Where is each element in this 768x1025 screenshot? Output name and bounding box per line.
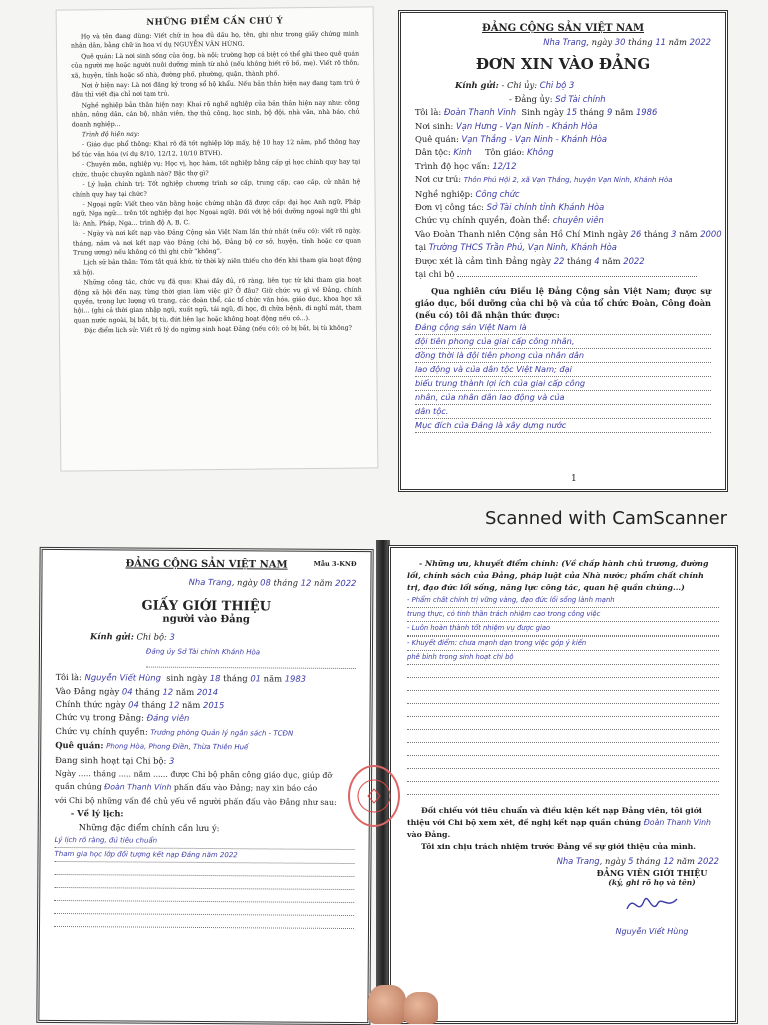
page-number: 1	[571, 474, 577, 484]
blank-line	[407, 678, 719, 691]
blank-line	[146, 659, 356, 669]
addressee-line-2: Đảng ủy Sở Tài chính Khánh Hòa	[145, 647, 261, 657]
history-heading: - Về lý lịch:	[70, 808, 124, 819]
responsibility-text: Tôi xin chịu trách nhiệm trước Đảng về sự giới thiệu của mình.	[421, 842, 696, 851]
instruction-paragraph: Lịch sử bản thân: Tóm tắt quá khứ, từ thời kỳ niên thiếu cho đến khi tham gia hoạt động xã hội.	[73, 256, 362, 277]
field-enlightenment: Được xét là cảm tình Đảng ngày 22 tháng 4 năm 2022	[415, 255, 645, 266]
report-text: với Chi bộ những vấn đề chủ yếu về người phấn đấu vào Đảng như sau:	[54, 795, 337, 807]
field-gov-role: Chức vụ chính quyền: Trưởng phòng Quản lý ngân sách - TCĐN	[55, 725, 294, 738]
instruction-paragraph: - Ngoại ngữ: Viết theo văn bằng hoặc chứng nhận đã được cấp: đại học Anh ngữ, Pháp ngữ, Nga ngữ... trên tốt nghiệp đại học Ngoại ngữ). Đối với hệ bồi dưỡng ngoại ngữ thì ghi là: Anh, Pháp, Nga... trình độ A, B, C.	[72, 198, 361, 228]
blank-line	[407, 782, 719, 795]
handwritten-line: - Khuyết điểm: chưa mạnh dạn trong việc góp ý kiến	[407, 637, 719, 651]
instruction-paragraph: Trình độ hiện nay:	[81, 130, 140, 139]
application-form-page	[398, 10, 728, 492]
field-hometown: Quê quán: Phong Hòa, Phong Điền, Thừa Thiên Huế	[55, 740, 249, 752]
blank-line	[407, 756, 719, 769]
notes-label: Những đặc điểm chính cần lưu ý:	[78, 821, 220, 833]
instructions-body	[71, 30, 362, 337]
field-workplace: Đơn vị công tác: Sở Tài chính tỉnh Khánh Hòa	[415, 202, 605, 213]
letter-subtitle: người vào Đảng	[162, 614, 250, 626]
instruction-paragraph: - Lý luận chính trị: Tốt nghiệp chương trình sơ cấp, trung cấp, cao cấp, cử nhân hệ chính quy hay tại chức?	[72, 178, 361, 199]
blank-line	[407, 769, 719, 782]
assignment-text: Ngày ..... tháng ..... năm ...... được Chi bộ phân công giáo dục, giúp đỡ	[55, 769, 333, 780]
letter-title: GIẤY GIỚI THIỆU	[141, 598, 272, 615]
note-line: Lý lịch rõ ràng, đủ tiêu chuẩn	[55, 834, 355, 850]
merits-intro: - Những ưu, khuyết điểm chính: (Về chấp hành chủ trương, đường lối, chính sách của Đảng, pháp luật của Nhà nước; phẩm chất chính trị, đạo đức lối sống, năng lực công tác, quan hệ quần chúng...)	[407, 559, 709, 592]
field-name: Tôi là: Nguyễn Viết Hùng sinh ngày 18 tháng 01 năm 1983	[55, 672, 307, 684]
thumb-icon	[404, 992, 438, 1024]
blank-line	[407, 730, 719, 743]
form-title: ĐƠN XIN VÀO ĐẢNG	[475, 55, 651, 74]
field-ethnicity-religion: Dân tộc: Kinh Tôn giáo: Không	[415, 147, 554, 158]
handwritten-line: Đảng cộng sản Việt Nam là	[415, 321, 711, 335]
field-youth-place: tại Trường THCS Trần Phú, Vạn Ninh, Khánh Hòa	[415, 242, 617, 253]
field-residence: Nơi cư trú: Thôn Phú Hội 2, xã Vạn Thắng, huyện Vạn Ninh, Khánh Hòa	[415, 174, 673, 185]
place-date: Nha Trang, ngày 30 tháng 11 năm 2022	[543, 37, 711, 47]
introduction-letter-page-2	[388, 545, 738, 1024]
thumb-icon	[368, 985, 406, 1024]
handwritten-line: - Phẩm chất chính trị vững vàng, đạo đức lối sống lành mạnh	[407, 594, 719, 608]
blank-line	[54, 914, 354, 929]
handwritten-line: phê bình trong sinh hoạt chi bộ	[407, 651, 719, 665]
scanner-watermark: Scanned with CamScanner	[485, 508, 728, 529]
instruction-paragraph: Nghề nghiệp bản thân hiện nay: Khai rõ nghề nghiệp của bản thân hiện nay như: công nhân, nông dân, cán bộ, nhân viên, thợ thủ công, học sinh, bộ đội, nhà văn, nhà báo, chủ doanh nghiệp...	[71, 99, 360, 129]
handwritten-line: dân tộc.	[415, 405, 711, 419]
field-join-date: Vào Đảng ngày 04 tháng 12 năm 2014	[55, 685, 219, 697]
handwritten-line: nhân, của nhân dân lao động và của	[415, 391, 711, 405]
addressee-chi-uy: Kính gửi: - Chi ủy: Chi bộ 3	[455, 80, 575, 91]
blank-line	[407, 691, 719, 704]
note-line: Tham gia học lớp đối tượng kết nạp Đảng năm 2022	[54, 848, 354, 864]
field-birthplace: Nơi sinh: Vạn Hưng - Vạn Ninh - Khánh Hòa	[415, 120, 598, 131]
field-party-role: Chức vụ trong Đảng: Đảng viên	[55, 712, 190, 724]
place-date: Nha Trang, ngày 5 tháng 12 năm 2022	[556, 856, 719, 866]
handwritten-line: đội tiên phong của giai cấp công nhân,	[415, 335, 711, 349]
handwritten-line: - Luôn hoàn thành tốt nhiệm vụ được giao	[407, 622, 719, 636]
addressee: Kính gửi: Chi bộ: 3	[90, 631, 175, 643]
field-position: Chức vụ chính quyền, đoàn thể: chuyên viên	[415, 215, 604, 226]
instruction-paragraph: Đặc điểm lịch sử: Viết rõ lý do ngừng sinh hoạt Đảng (nếu có); có bị bắt, bị tù không?	[83, 324, 353, 335]
instruction-paragraph: Nơi ở hiện nay: Là nơi đăng ký trong sổ hộ khẩu. Nếu bản thân hiện nay đang tạm trú ở đâu thì viết địa chỉ nơi tạm trú.	[71, 79, 360, 99]
instruction-paragraph: Những công tác, chức vụ đã qua: Khai đầy đủ, rõ ràng, liên tục từ khi tham gia hoạt động xã hội đến nay, từng thời gian làm việc gì? Ở đâu? Giữ chức vụ gì về Đảng, chính quyền, trong lực lượng vũ trang, các đoàn thể, các tổ chức văn hóa, giáo dục, khoa học xã hội... (ghi cả thời gian nhập ngũ, xuất ngũ, tái ngũ, đi học, đi chữa bệnh, đi nghỉ mát, tham quan nước ngoài, bị bắt, bị tù, đứt liên lạc hoặc không hoạt động nếu có...).	[73, 276, 362, 325]
handwritten-line: Mục đích của Đảng là xây dựng nước	[415, 419, 711, 433]
assignment-candidate: quần chúng Đoàn Thanh Vinh phấn đấu vào Đảng; nay xin báo cáo	[54, 782, 318, 794]
signer-title: ĐẢNG VIÊN GIỚI THIỆU	[596, 868, 708, 879]
awareness-handwriting	[415, 321, 711, 433]
field-youth-union: Vào Đoàn Thanh niên Cộng sản Hồ Chí Minh ngày 26 tháng 3 năm 2000	[415, 228, 722, 239]
seal-stamp-icon	[348, 765, 400, 827]
instruction-paragraph: - Ngày và nơi kết nạp vào Đảng Cộng sản Việt Nam lần thứ nhất (nếu có): viết rõ ngày, tháng, năm và nơi kết nạp vào Đảng (chi bộ, Đảng bộ cơ sở, huyện, tỉnh hoặc cơ quan Trung ương) nếu không có thì ghi chữ “không”.	[73, 227, 362, 257]
awareness-text: Qua nghiên cứu Điều lệ Đảng Cộng sản Việt Nam; được sự giáo dục, bồi dưỡng của chi bộ và của tổ chức Đoàn, Công đoàn (nếu có) tôi đã nhận thức được:	[415, 285, 711, 320]
handwritten-line: đồng thời là đội tiên phong của nhân dân	[415, 349, 711, 363]
instruction-paragraph: Quê quán: Là nơi sinh sống của ông, bà nội; trường hợp cá biệt có thể ghi theo quê quán của người mẹ hoặc người nuôi dưỡng mình từ nhỏ (nếu không biết rõ bố, mẹ). Viết rõ thôn, xã, huyện, tỉnh hoặc số nhà, đường phố, phường, quận, thành phố.	[71, 50, 360, 80]
field-job: Nghề nghiệp: Công chức	[415, 188, 520, 199]
place-date: Nha Trang, ngày 08 tháng 12 năm 2022	[188, 576, 357, 589]
party-header: ĐẢNG CỘNG SẢN VIỆT NAM	[481, 23, 645, 34]
blank-line	[407, 665, 719, 678]
blank-line	[407, 704, 719, 717]
handwritten-line: lao động và của dân tộc Việt Nam; đại	[415, 363, 711, 377]
recommendation-text: Đối chiếu với tiêu chuẩn và điều kiện kết nạp Đảng viên, tôi giới thiệu với Chi bộ xem xét, đề nghị kết nạp quần chúng Đoàn Thanh Vinh vào Đảng.	[407, 806, 712, 839]
field-cell: Đang sinh hoạt tại Chi bộ: 3	[55, 754, 175, 766]
instruction-paragraph: - Chuyên môn, nghiệp vụ: Học vị, học hàm, tốt nghiệp bằng cấp gì học chính quy hay tại chức, thuộc chuyên ngành nào? Bậc thợ gì?	[72, 158, 361, 179]
signer-note: (ký, ghi rõ họ và tên)	[608, 878, 696, 888]
instructions-page	[56, 6, 379, 471]
blank-line	[407, 717, 719, 730]
instruction-paragraph: - Giáo dục phổ thông: Khai rõ đã tốt nghiệp lớp mấy, hệ 10 hay 12 năm, phổ thông hay bổ túc văn hóa (ví dụ 8/10, 12/12, 10/10 BTVH).	[72, 138, 361, 159]
handwritten-line: biểu trung thành lợi ích của giai cấp công	[415, 377, 711, 391]
party-header: ĐẢNG CỘNG SẢN VIỆT NAM	[125, 558, 288, 571]
form-code: Mẫu 3-KNĐ	[313, 559, 357, 569]
field-enlightenment-cell: tại chi bộ	[415, 268, 711, 281]
field-hometown: Quê quán: Vạn Thắng - Vạn Ninh - Khánh Hòa	[415, 134, 608, 145]
instructions-title: NHỮNG ĐIỂM CẦN CHÚ Ý	[146, 16, 284, 28]
field-official-date: Chính thức ngày 04 tháng 12 năm 2015	[55, 698, 225, 711]
signer-name: Nguyễn Viết Hùng	[615, 927, 689, 937]
introduction-letter-page	[36, 547, 373, 1025]
addressee-dang-uy: - Đảng ủy: Sở Tài chính	[509, 93, 606, 104]
field-name: Tôi là: Đoàn Thanh Vinh Sinh ngày 15 tháng 9 năm 1986	[415, 107, 658, 118]
blank-line	[407, 743, 719, 756]
signature-icon	[622, 887, 682, 923]
merits-lines	[407, 594, 719, 665]
handwritten-line: trung thực, có tinh thần trách nhiệm cao trong công việc	[407, 608, 719, 622]
field-education: Trình độ học vấn: 12/12	[415, 160, 517, 171]
instruction-paragraph: Họ và tên đang dùng: Viết chữ in hoa đủ dấu họ, tên, ghi như trong giấy chứng minh nhân dân, bằng chữ in hoa ví dụ NGUYỄN VĂN HÙNG.	[70, 30, 359, 50]
